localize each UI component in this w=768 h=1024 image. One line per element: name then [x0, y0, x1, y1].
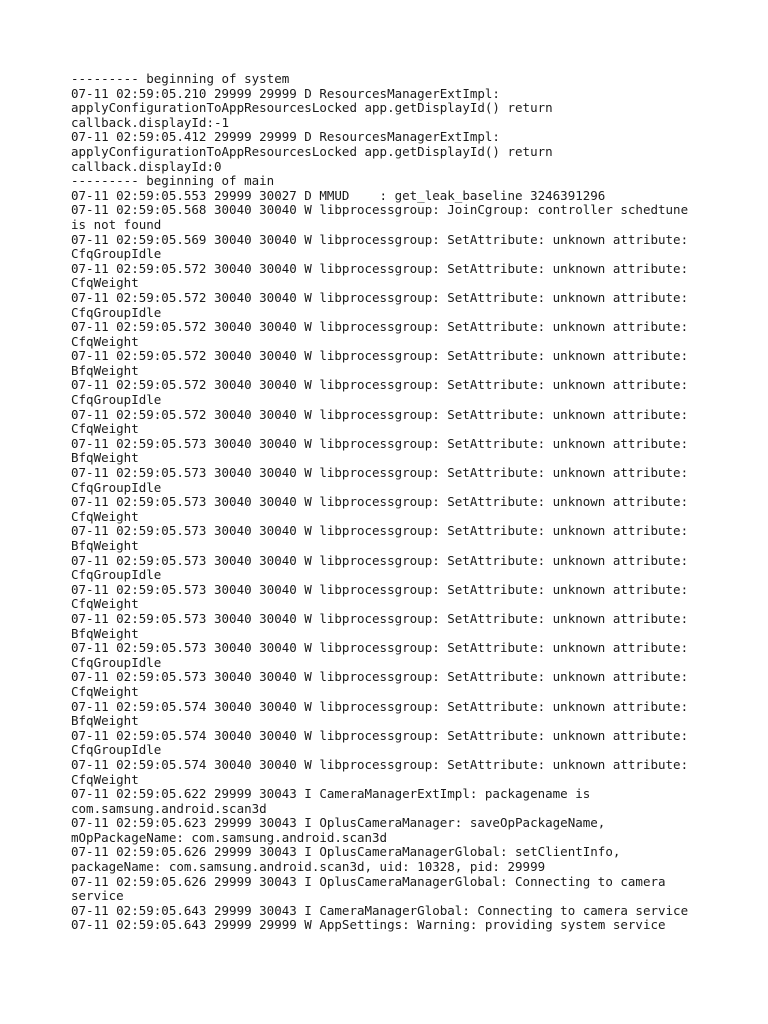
log-line: 07-11 02:59:05.572 30040 30040 W libprocessgroup: SetAttribute: unknown attribute:	[71, 406, 689, 422]
log-line: 07-11 02:59:05.572 30040 30040 W libprocessgroup: SetAttribute: unknown attribute:	[71, 348, 689, 364]
log-line: CfqWeight	[71, 421, 139, 437]
log-line: 07-11 02:59:05.643 29999 30043 I CameraManagerGlobal: Connecting to camera service	[71, 902, 689, 918]
log-line: --------- beginning of main	[71, 173, 275, 189]
log-line: 07-11 02:59:05.573 30040 30040 W libprocessgroup: SetAttribute: unknown attribute:	[71, 523, 689, 539]
log-text	[71, 72, 731, 933]
log-line: 07-11 02:59:05.623 29999 30043 I OplusCameraManager: saveOpPackageName,	[71, 815, 606, 831]
log-line: CfqWeight	[71, 333, 139, 349]
log-line: 07-11 02:59:05.568 30040 30040 W libprocessgroup: JoinCgroup: controller schedtune	[71, 202, 689, 218]
log-line: 07-11 02:59:05.573 30040 30040 W libprocessgroup: SetAttribute: unknown attribute:	[71, 610, 689, 626]
log-line: 07-11 02:59:05.573 30040 30040 W libprocessgroup: SetAttribute: unknown attribute:	[71, 581, 689, 597]
log-line: service	[71, 888, 124, 904]
log-line: 07-11 02:59:05.572 30040 30040 W libprocessgroup: SetAttribute: unknown attribute:	[71, 319, 689, 335]
log-line: 07-11 02:59:05.569 30040 30040 W libprocessgroup: SetAttribute: unknown attribute:	[71, 231, 689, 247]
log-line: com.samsung.android.scan3d	[71, 800, 267, 816]
log-line: 07-11 02:59:05.572 30040 30040 W libprocessgroup: SetAttribute: unknown attribute:	[71, 377, 689, 393]
log-line: applyConfigurationToAppResourcesLocked app.getDisplayId() return	[71, 100, 553, 116]
log-line: callback.displayId:-1	[71, 114, 230, 130]
log-line: is not found	[71, 216, 162, 232]
log-line: callback.displayId:0	[71, 158, 222, 174]
log-line: 07-11 02:59:05.553 29999 30027 D MMUD : get_leak_baseline 3246391296	[71, 187, 606, 203]
log-line: CfqWeight	[71, 508, 139, 524]
log-line: 07-11 02:59:05.574 30040 30040 W libprocessgroup: SetAttribute: unknown attribute:	[71, 727, 689, 743]
log-line: applyConfigurationToAppResourcesLocked app.getDisplayId() return	[71, 143, 553, 159]
log-line: CfqWeight	[71, 596, 139, 612]
log-line: BfqWeight	[71, 538, 139, 553]
log-line: 07-11 02:59:05.622 29999 30043 I CameraManagerExtImpl: packagename is	[71, 786, 591, 802]
log-line: CfqGroupIdle	[71, 479, 162, 495]
log-line: 07-11 02:59:05.626 29999 30043 I OplusCameraManagerGlobal: Connecting to camera	[71, 873, 666, 889]
log-line: 07-11 02:59:05.210 29999 29999 D ResourcesManagerExtImpl:	[71, 85, 500, 101]
log-line: BfqWeight	[71, 450, 139, 466]
log-line: 07-11 02:59:05.412 29999 29999 D ResourcesManagerExtImpl:	[71, 129, 500, 145]
log-line: CfqGroupIdle	[71, 567, 162, 583]
log-line: mOpPackageName: com.samsung.android.scan3d	[71, 829, 388, 845]
log-line: 07-11 02:59:05.573 30040 30040 W libprocessgroup: SetAttribute: unknown attribute:	[71, 435, 689, 451]
log-line: 07-11 02:59:05.574 30040 30040 W libprocessgroup: SetAttribute: unknown attribute:	[71, 698, 689, 714]
log-line: 07-11 02:59:05.626 29999 30043 I OplusCameraManagerGlobal: setClientInfo,	[71, 844, 621, 860]
log-line: --------- beginning of system	[71, 71, 290, 86]
log-line: BfqWeight	[71, 362, 139, 378]
log-line: packageName: com.samsung.android.scan3d, uid: 10328, pid: 29999	[71, 859, 546, 875]
log-line: 07-11 02:59:05.573 30040 30040 W libprocessgroup: SetAttribute: unknown attribute:	[71, 465, 689, 481]
log-line: CfqGroupIdle	[71, 742, 162, 758]
log-line: 07-11 02:59:05.573 30040 30040 W libprocessgroup: SetAttribute: unknown attribute:	[71, 552, 689, 568]
log-line: CfqGroupIdle	[71, 654, 162, 670]
log-line: BfqWeight	[71, 713, 139, 729]
log-line: CfqGroupIdle	[71, 392, 162, 408]
log-line: 07-11 02:59:05.572 30040 30040 W libprocessgroup: SetAttribute: unknown attribute:	[71, 260, 689, 276]
log-line: 07-11 02:59:05.574 30040 30040 W libprocessgroup: SetAttribute: unknown attribute:	[71, 756, 689, 772]
log-line: BfqWeight	[71, 625, 139, 641]
log-line: 07-11 02:59:05.573 30040 30040 W libprocessgroup: SetAttribute: unknown attribute:	[71, 494, 689, 510]
log-line: CfqWeight	[71, 683, 139, 699]
log-line: CfqWeight	[71, 771, 139, 787]
log-line: 07-11 02:59:05.643 29999 29999 W AppSettings: Warning: providing system service	[71, 917, 666, 933]
log-line: 07-11 02:59:05.573 30040 30040 W libprocessgroup: SetAttribute: unknown attribute:	[71, 669, 689, 685]
log-line: CfqGroupIdle	[71, 304, 162, 320]
log-line: CfqWeight	[71, 275, 139, 291]
log-line: 07-11 02:59:05.573 30040 30040 W libprocessgroup: SetAttribute: unknown attribute:	[71, 640, 689, 656]
log-line: CfqGroupIdle	[71, 246, 162, 262]
log-line: 07-11 02:59:05.572 30040 30040 W libprocessgroup: SetAttribute: unknown attribute:	[71, 289, 689, 305]
